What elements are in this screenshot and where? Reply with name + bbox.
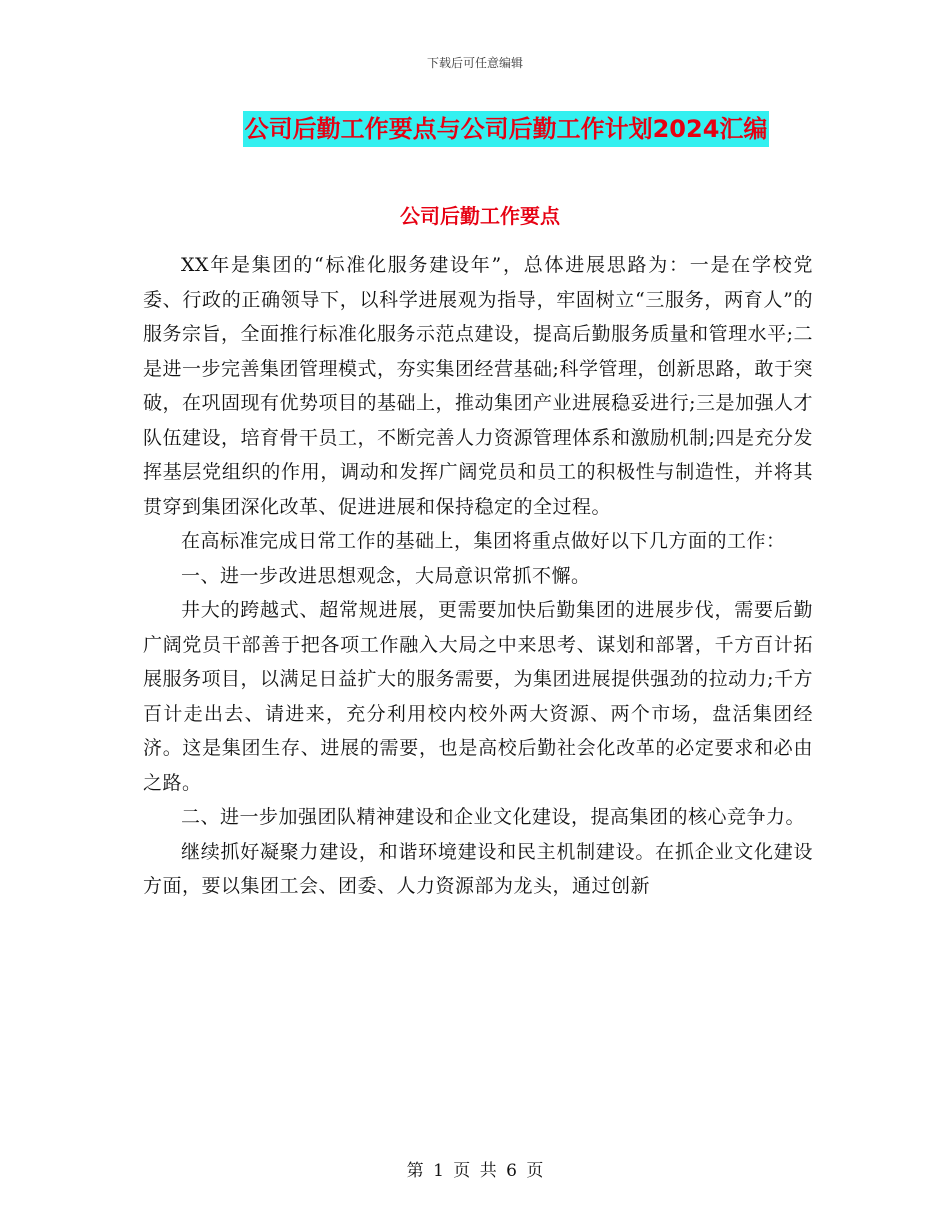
document-title: 公司后勤工作要点与公司后勤工作计划2024汇编 — [243, 111, 770, 147]
paragraph: 在高标准完成日常工作的基础上，集团将重点做好以下几方面的工作： — [181, 530, 786, 552]
paragraph: 井大的跨越式、超常规进展，更需要加快后勤集团的进展步伐，需要后勤广阔党员干部善于把各项工作融入大局之中来思考、谋划和部署，千方百计拓展服务项目，以满足日益扩大的服务需要，为集团进展提供强劲的拉动力;千方百计走出去、请进来，充分利用校内校外两大资源、两个市场，盘活集团经济。这是集团生存、进展的需要，也是高校后勤社会化改革的必定要求和必由之路。 — [143, 599, 813, 794]
document-title-container — [0, 111, 950, 147]
paragraph: 继续抓好凝聚力建设，和谐环境建设和民主机制建设。在抓企业文化建设方面，要以集团工会、团委、人力资源部为龙头，通过创新 — [143, 840, 813, 897]
page-number-footer: 第 1 页 共 6 页 — [406, 1161, 544, 1181]
paragraph: 一、进一步改进思想观念，大局意识常抓不懈。 — [181, 564, 591, 587]
header-note: 下载后可任意编辑 — [426, 56, 523, 70]
document-body — [143, 248, 813, 904]
paragraph: XX年是集团的“标准化服务建设年”，总体进展思路为：一是在学校党委、行政的正确领导下，以科学进展观为指导，牢固树立“三服务，两育人”的服务宗旨，全面推行标准化服务示范点建设，提高后勤服务质量和管理水平;二是进一步完善集团管理模式，夯实集团经营基础;科学管理，创新思路，敢于突破，在巩固现有优势项目的基础上，推动集团产业进展稳妥进行;三是加强人才队伍建设，培育骨干员工，不断完善人力资源管理体系和激励机制;四是充分发挥基层党组织的作用，调动和发挥广阔党员和员工的积极性与制造性，并将其贯穿到集团深化改革、促进进展和保持稳定的全过程。 — [143, 254, 813, 518]
paragraph: 二、进一步加强团队精神建设和企业文化建设，提高集团的核心竞争力。 — [181, 806, 806, 828]
section-title: 公司后勤工作要点 — [400, 204, 560, 228]
